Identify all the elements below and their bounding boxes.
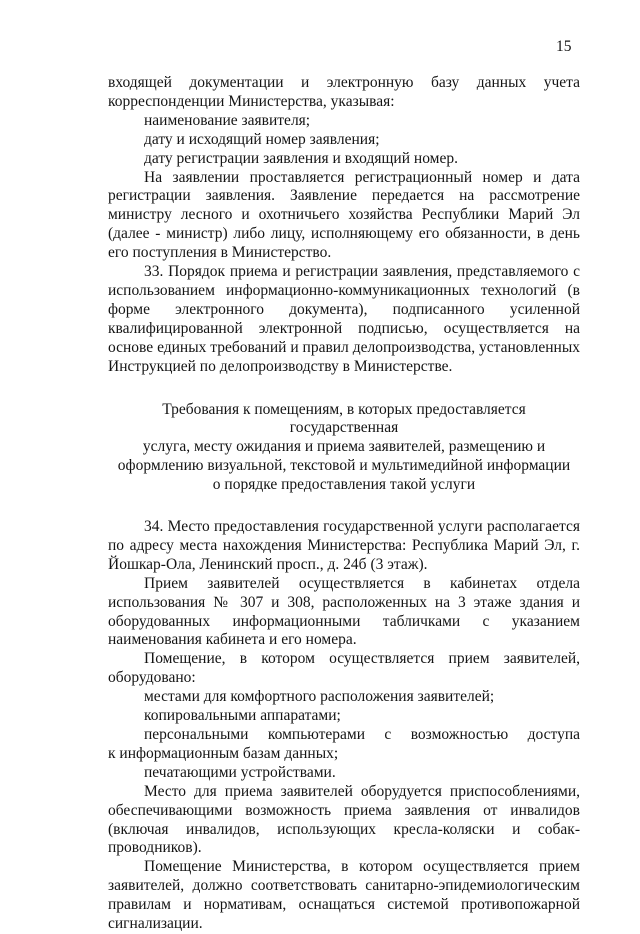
paragraph-33: 33. Порядок приема и регистрации заявления, представляемого с использованием информационно-коммуникационных технологий (в форме электронного документа), подписанного усиленной квалифицированной электронной подписью, осуществляется на основе единых требований и правил делопроизводства, установленных Инструкцией по делопроизводству в Министерстве. <box>108 263 580 375</box>
document-body <box>108 74 580 934</box>
list-item-computers: персональными компьютерами с возможностью доступа <box>144 726 580 743</box>
list-item-computers-continued: к информационным базам данных; <box>108 744 339 762</box>
paragraph-34: 34. Место предоставления государственной услуги располагается по адресу места нахождения Министерства: Республика Марий Эл, г. Йошкар-Ола, Ленинский просп., д. 24б (3 этаж). <box>108 518 580 573</box>
paragraph-reception-rooms: Прием заявителей осуществляется в кабинетах отдела использования № 307 и 308, расположенных на 3 этаже здания и оборудованных информационными табличками с указанием наименования кабинета и его номера. <box>108 574 580 649</box>
heading-line: Требования к помещениям, в которых предоставляется государственная <box>162 400 526 437</box>
paragraph-sanitary: Помещение Министерства, в котором осуществляется прием заявителей, должно соответствовать санитарно-эпидемиологическим правилам и нормативам, оснащаться системой противопожарной сигнализации. <box>108 858 580 933</box>
list-item: дату и исходящий номер заявления; <box>144 130 380 148</box>
heading-line: оформлению визуальной, текстовой и мультимедийной информации <box>117 457 571 475</box>
list-item: местами для комфортного расположения заявителей; <box>144 688 495 706</box>
list-item: наименование заявителя; <box>144 111 311 129</box>
paragraph-registration: На заявлении проставляется регистрационный номер и дата регистрации заявления. Заявление передается на рассмотрение министру лесного и охотничьего хозяйства Республики Марий Эл (далее - министр) либо лицу, исполняющему его обязанности, в день его поступления в Министерство. <box>108 168 580 262</box>
paragraph-continuation: входящей документации и электронную базу данных учета корреспонденции Министерства, указывая: <box>108 74 580 110</box>
paragraph-premises: Помещение, в котором осуществляется прием заявителей, оборудовано: <box>108 650 580 687</box>
heading-line: о порядке предоставления такой услуги <box>212 476 476 494</box>
paragraph-accessibility: Место для приема заявителей оборудуется приспособлениями, обеспечивающими возможность приема заявления от инвалидов (включая инвалидов, использующих кресла-коляски и собак-проводников). <box>108 782 580 857</box>
page-number: 15 <box>556 38 572 55</box>
list-item: копировальными аппаратами; <box>144 707 341 725</box>
section-heading <box>108 401 580 496</box>
list-item: дату регистрации заявления и входящий номер. <box>144 149 458 167</box>
heading-line: услуга, месту ожидания и приема заявителей, размещению и <box>142 438 546 456</box>
list-item: печатающими устройствами. <box>144 763 336 781</box>
